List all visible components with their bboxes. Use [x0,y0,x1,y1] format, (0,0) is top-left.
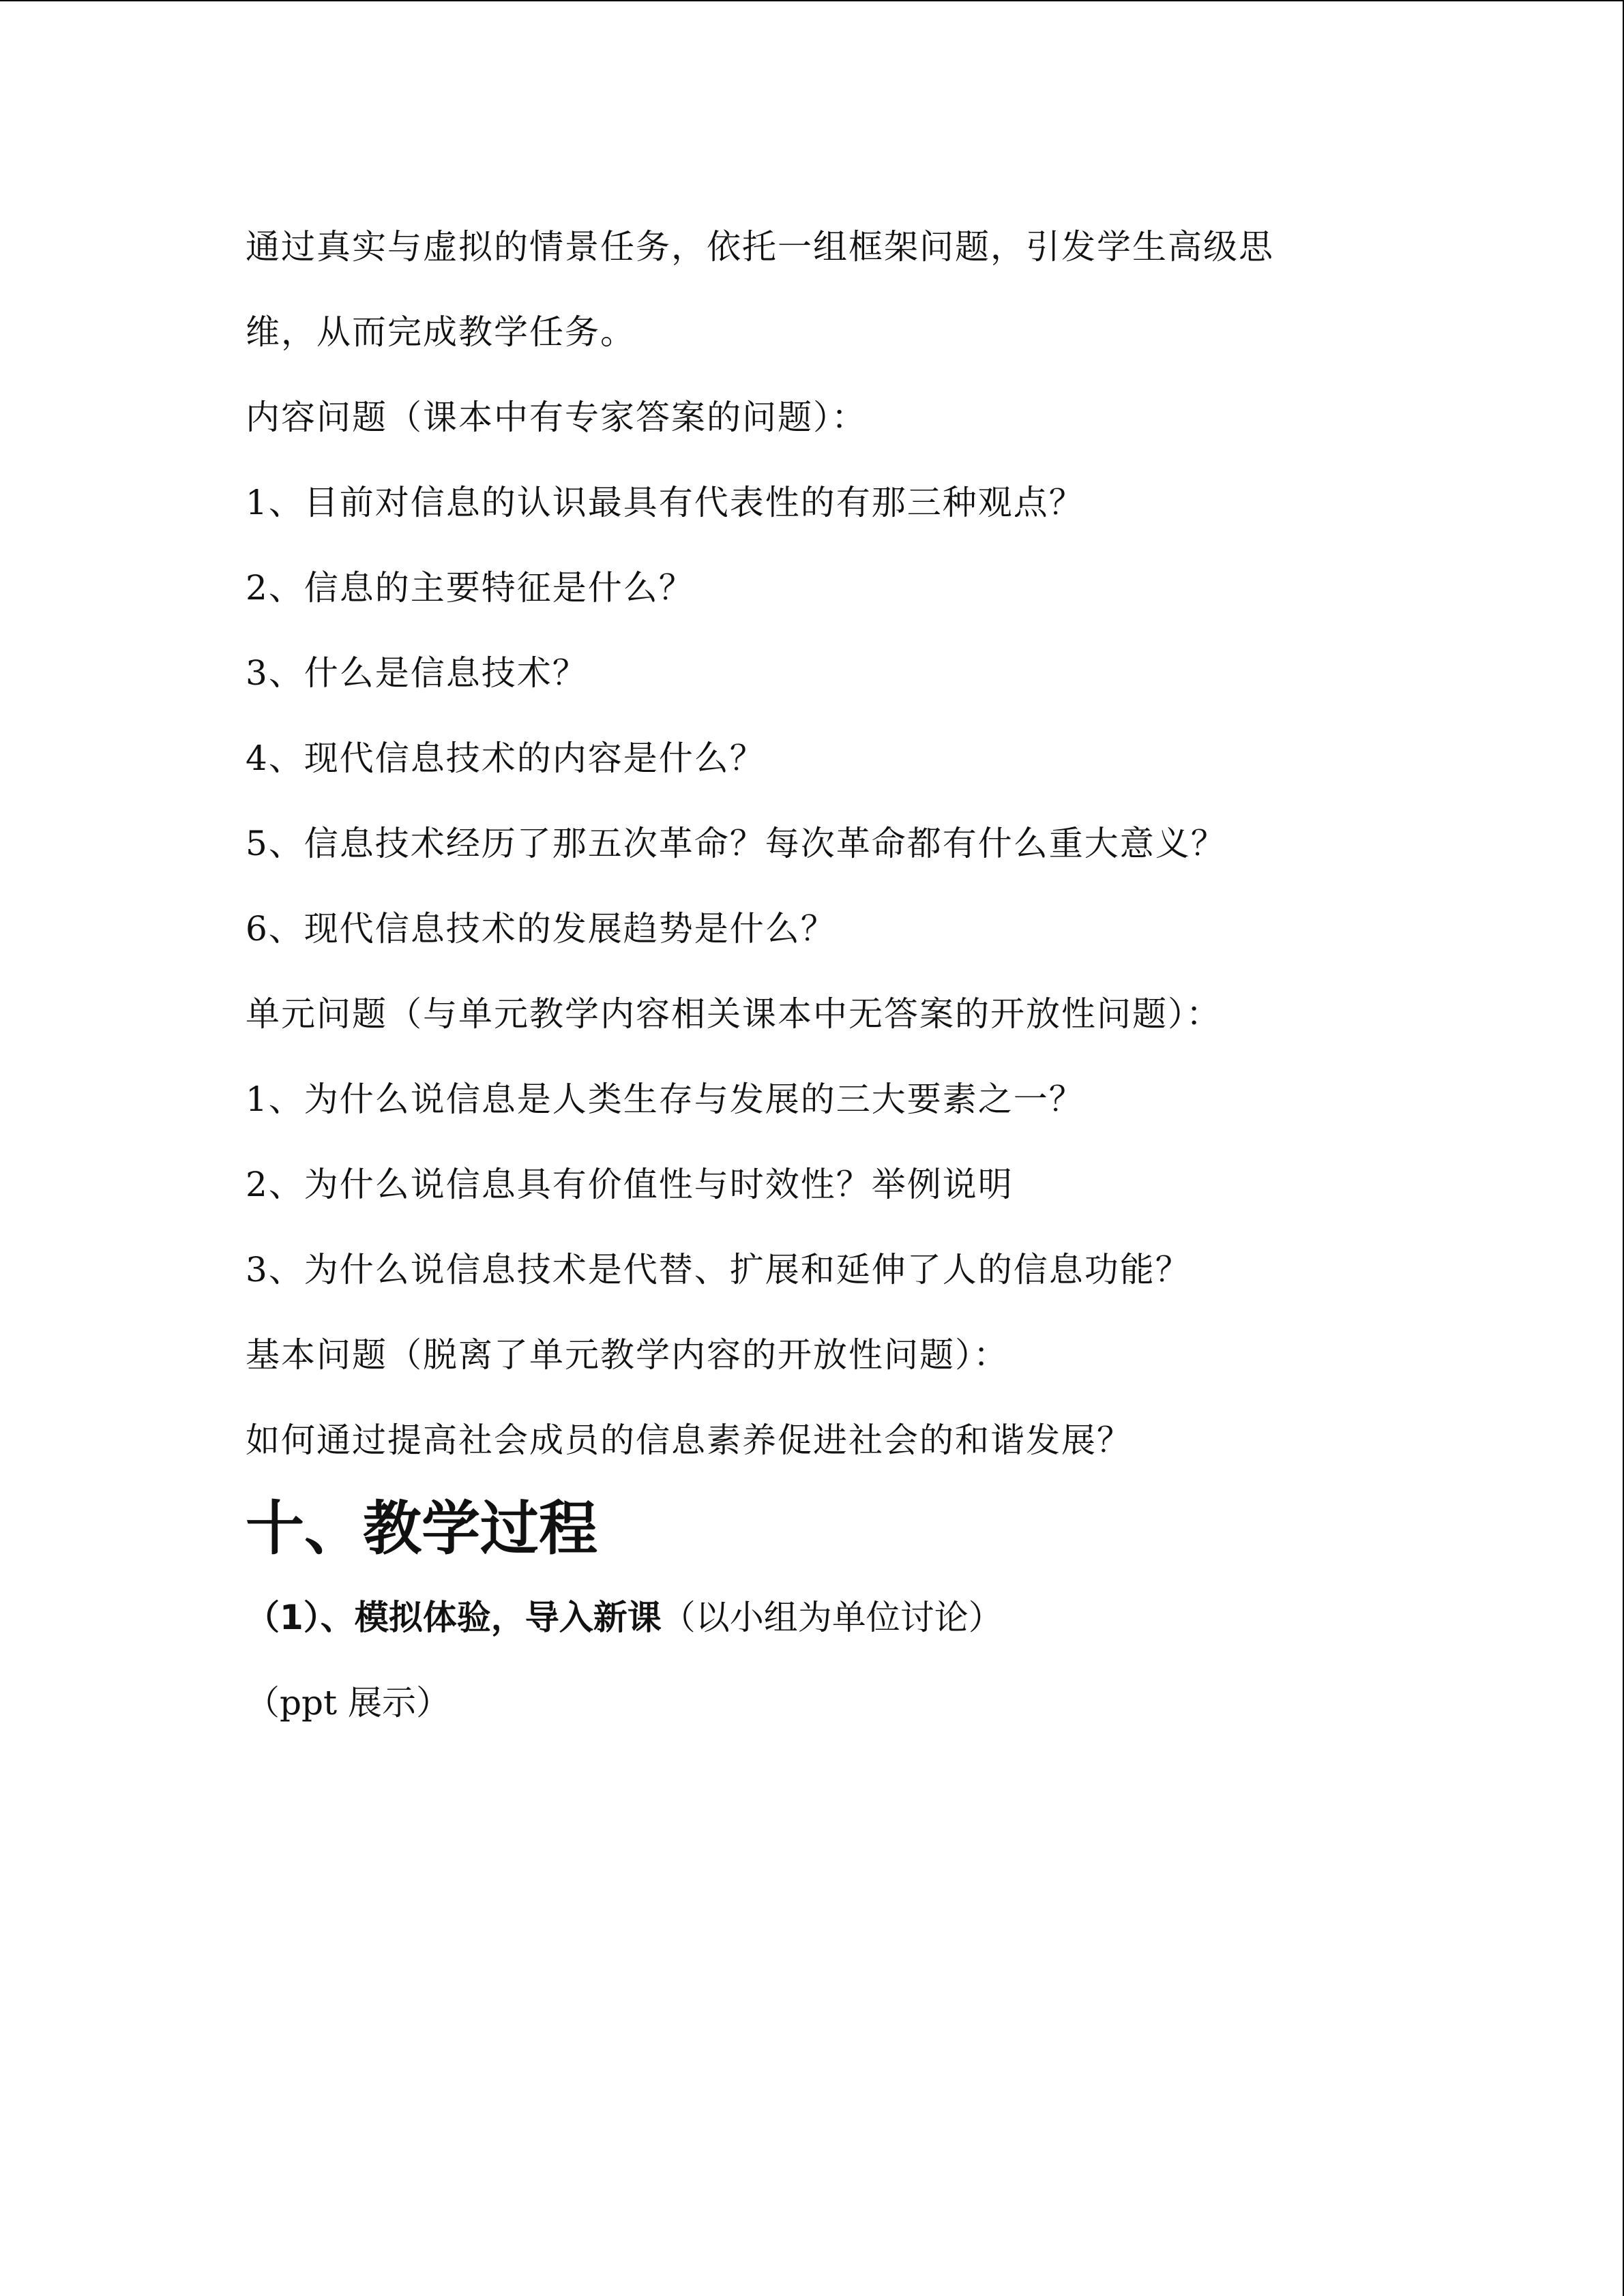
content-question-3: 3、什么是信息技术？ [246,653,588,693]
content-question-5: 5、信息技术经历了那五次革命？每次革命都有什么重大意义？ [246,824,1226,863]
basic-question-heading: 基本问题（脱离了单元教学内容的开放性问题）： [246,1335,1009,1375]
unit-question-1: 1、为什么说信息是人类生存与发展的三大要素之一？ [246,1079,1084,1119]
document-body [246,205,1405,1746]
step-1-title: （1）、模拟体验，导入新课 [246,1598,662,1637]
unit-questions-heading: 单元问题（与单元教学内容相关课本中无答案的开放性问题）： [246,994,1222,1034]
content-question-1: 1、目前对信息的认识最具有代表性的有那三种观点？ [246,483,1084,522]
unit-question-3: 3、为什么说信息技术是代替、扩展和延伸了人的信息功能？ [246,1250,1191,1289]
step-1-line [246,1575,1405,1660]
intro-line-2: 维，从而完成教学任务。 [246,312,636,352]
content-question-6: 6、现代信息技术的发展趋势是什么？ [246,909,836,949]
intro-line-1: 通过真实与虚拟的情景任务，依托一组框架问题，引发学生高级思 [246,227,1274,267]
unit-question-2: 2、为什么说信息具有价值性与时效性？举例说明 [246,1165,1014,1204]
content-questions-heading: 内容问题（课本中有专家答案的问题）： [246,398,867,437]
basic-question-text: 如何通过提高社会成员的信息素养促进社会的和谐发展？ [246,1420,1132,1460]
content-question-2: 2、信息的主要特征是什么？ [246,568,694,608]
section-title: 十、教学过程 [246,1495,597,1563]
step-1-note: （以小组为单位讨论） [661,1598,1003,1637]
content-question-4: 4、现代信息技术的内容是什么？ [246,739,765,778]
ppt-note: （ppt 展示） [246,1683,450,1723]
